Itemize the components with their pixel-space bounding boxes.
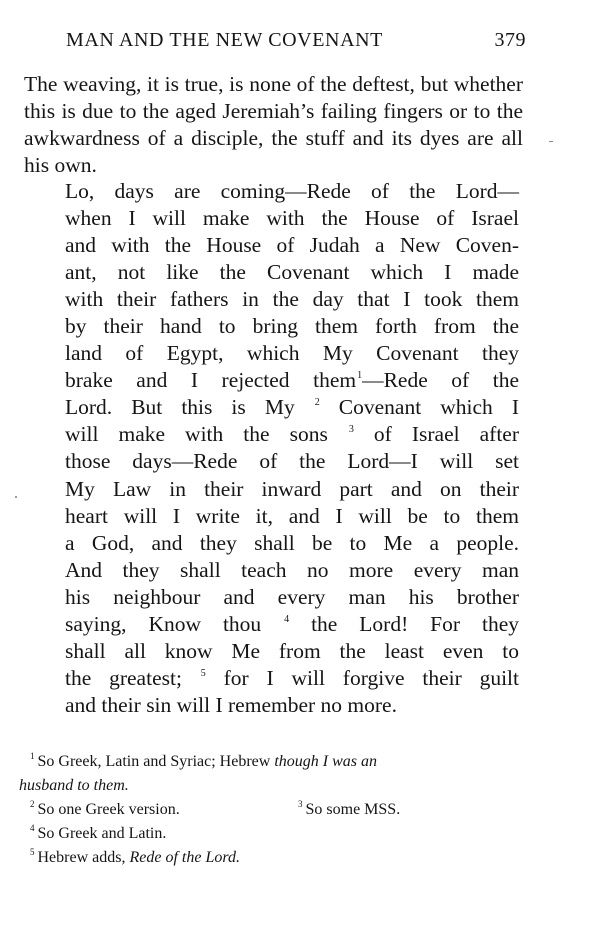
- footnote-text: So some MSS.: [305, 801, 401, 818]
- quote-line: Lo, days are coming—Rede of the Lord—: [65, 179, 519, 203]
- quote-text: of Israel after: [353, 422, 519, 447]
- body-text: [24, 71, 523, 179]
- footnote-3: [297, 798, 400, 822]
- quote-text: the Lord! For they: [289, 611, 519, 636]
- quote-text: Lord. But this is My: [65, 395, 295, 420]
- page-number: 379: [494, 29, 526, 51]
- quote-line: a God, and they shall be to Me a people.: [65, 530, 519, 555]
- footnote-1: [19, 750, 519, 774]
- footnote-text: Hebrew adds,: [37, 849, 130, 866]
- quote-text: brake and I rejected them: [65, 368, 357, 393]
- quote-line: heart will I write it, and I will be to them: [65, 503, 519, 528]
- quote-text: —Rede of the: [362, 368, 520, 393]
- footnote-mark: 1: [30, 751, 35, 761]
- footnote-1-continued: [19, 774, 519, 798]
- footnote-italic: husband to them.: [19, 777, 129, 794]
- footnote-ref-1: 1: [357, 370, 363, 382]
- quote-line: ant, not like the Covenant which I made: [65, 260, 519, 285]
- scripture-quotation: [65, 178, 519, 719]
- margin-speck: [15, 496, 17, 498]
- footnote-italic: though I was an: [274, 753, 377, 770]
- quote-line: [65, 611, 519, 638]
- quote-text: saying, Know thou: [65, 611, 262, 636]
- quote-line: those days—Rede of the Lord—I will set: [65, 449, 519, 474]
- quote-text: Covenant which I: [319, 395, 519, 420]
- quote-line: [65, 394, 519, 421]
- quote-text: the greatest;: [65, 665, 182, 690]
- quote-line: [65, 367, 519, 394]
- footnote-mark: 3: [298, 799, 303, 809]
- footnote-text: So Greek, Latin and Syriac; Hebrew: [37, 753, 275, 770]
- footnote-ref-5: 5: [200, 667, 206, 679]
- quote-line: and with the House of Judah a New Coven-: [65, 233, 519, 258]
- quote-line: shall all know Me from the least even to: [65, 638, 519, 663]
- footnote-text: So Greek and Latin.: [37, 825, 167, 842]
- footnotes: [19, 750, 519, 870]
- quote-line: land of Egypt, which My Covenant they: [65, 341, 519, 366]
- footnote-mark: 2: [30, 799, 35, 809]
- footnote-mark: 4: [30, 823, 35, 833]
- quote-line: with their fathers in the day that I took them: [65, 287, 519, 312]
- intro-paragraph: The weaving, it is true, is none of the deftest, but whether this is due to the aged Jeremiah’s failing fingers or to the awkwardness of a disciple, the stuff and its dyes are all his own.: [24, 72, 523, 177]
- footnote-2: [29, 798, 180, 822]
- quote-line: And they shall teach no more every man: [65, 557, 519, 582]
- running-title: MAN AND THE NEW COVENANT: [66, 29, 383, 51]
- margin-mark: [549, 141, 553, 142]
- running-header: [66, 29, 526, 55]
- quote-text: for I will forgive their guilt: [205, 665, 520, 690]
- footnote-ref-3: 3: [348, 424, 354, 436]
- footnote-text: So one Greek version.: [37, 801, 180, 818]
- quote-line: [65, 421, 519, 448]
- footnote-italic: Rede of the Lord.: [129, 849, 240, 866]
- footnote-row: [19, 798, 519, 822]
- footnote-mark: 5: [30, 847, 35, 857]
- quote-line: when I will make with the House of Israel: [65, 206, 519, 231]
- quote-line: My Law in their inward part and on their: [65, 476, 519, 501]
- footnote-ref-2: 2: [314, 397, 320, 409]
- quote-line: by their hand to bring them forth from the: [65, 314, 519, 339]
- quote-line: his neighbour and every man his brother: [65, 584, 519, 609]
- quote-line: and their sin will I remember no more.: [65, 692, 397, 717]
- quote-text: will make with the sons: [65, 422, 328, 447]
- quote-line: [65, 665, 519, 692]
- footnote-4: [19, 822, 519, 846]
- footnote-5: [19, 846, 519, 870]
- footnote-ref-4: 4: [284, 613, 290, 625]
